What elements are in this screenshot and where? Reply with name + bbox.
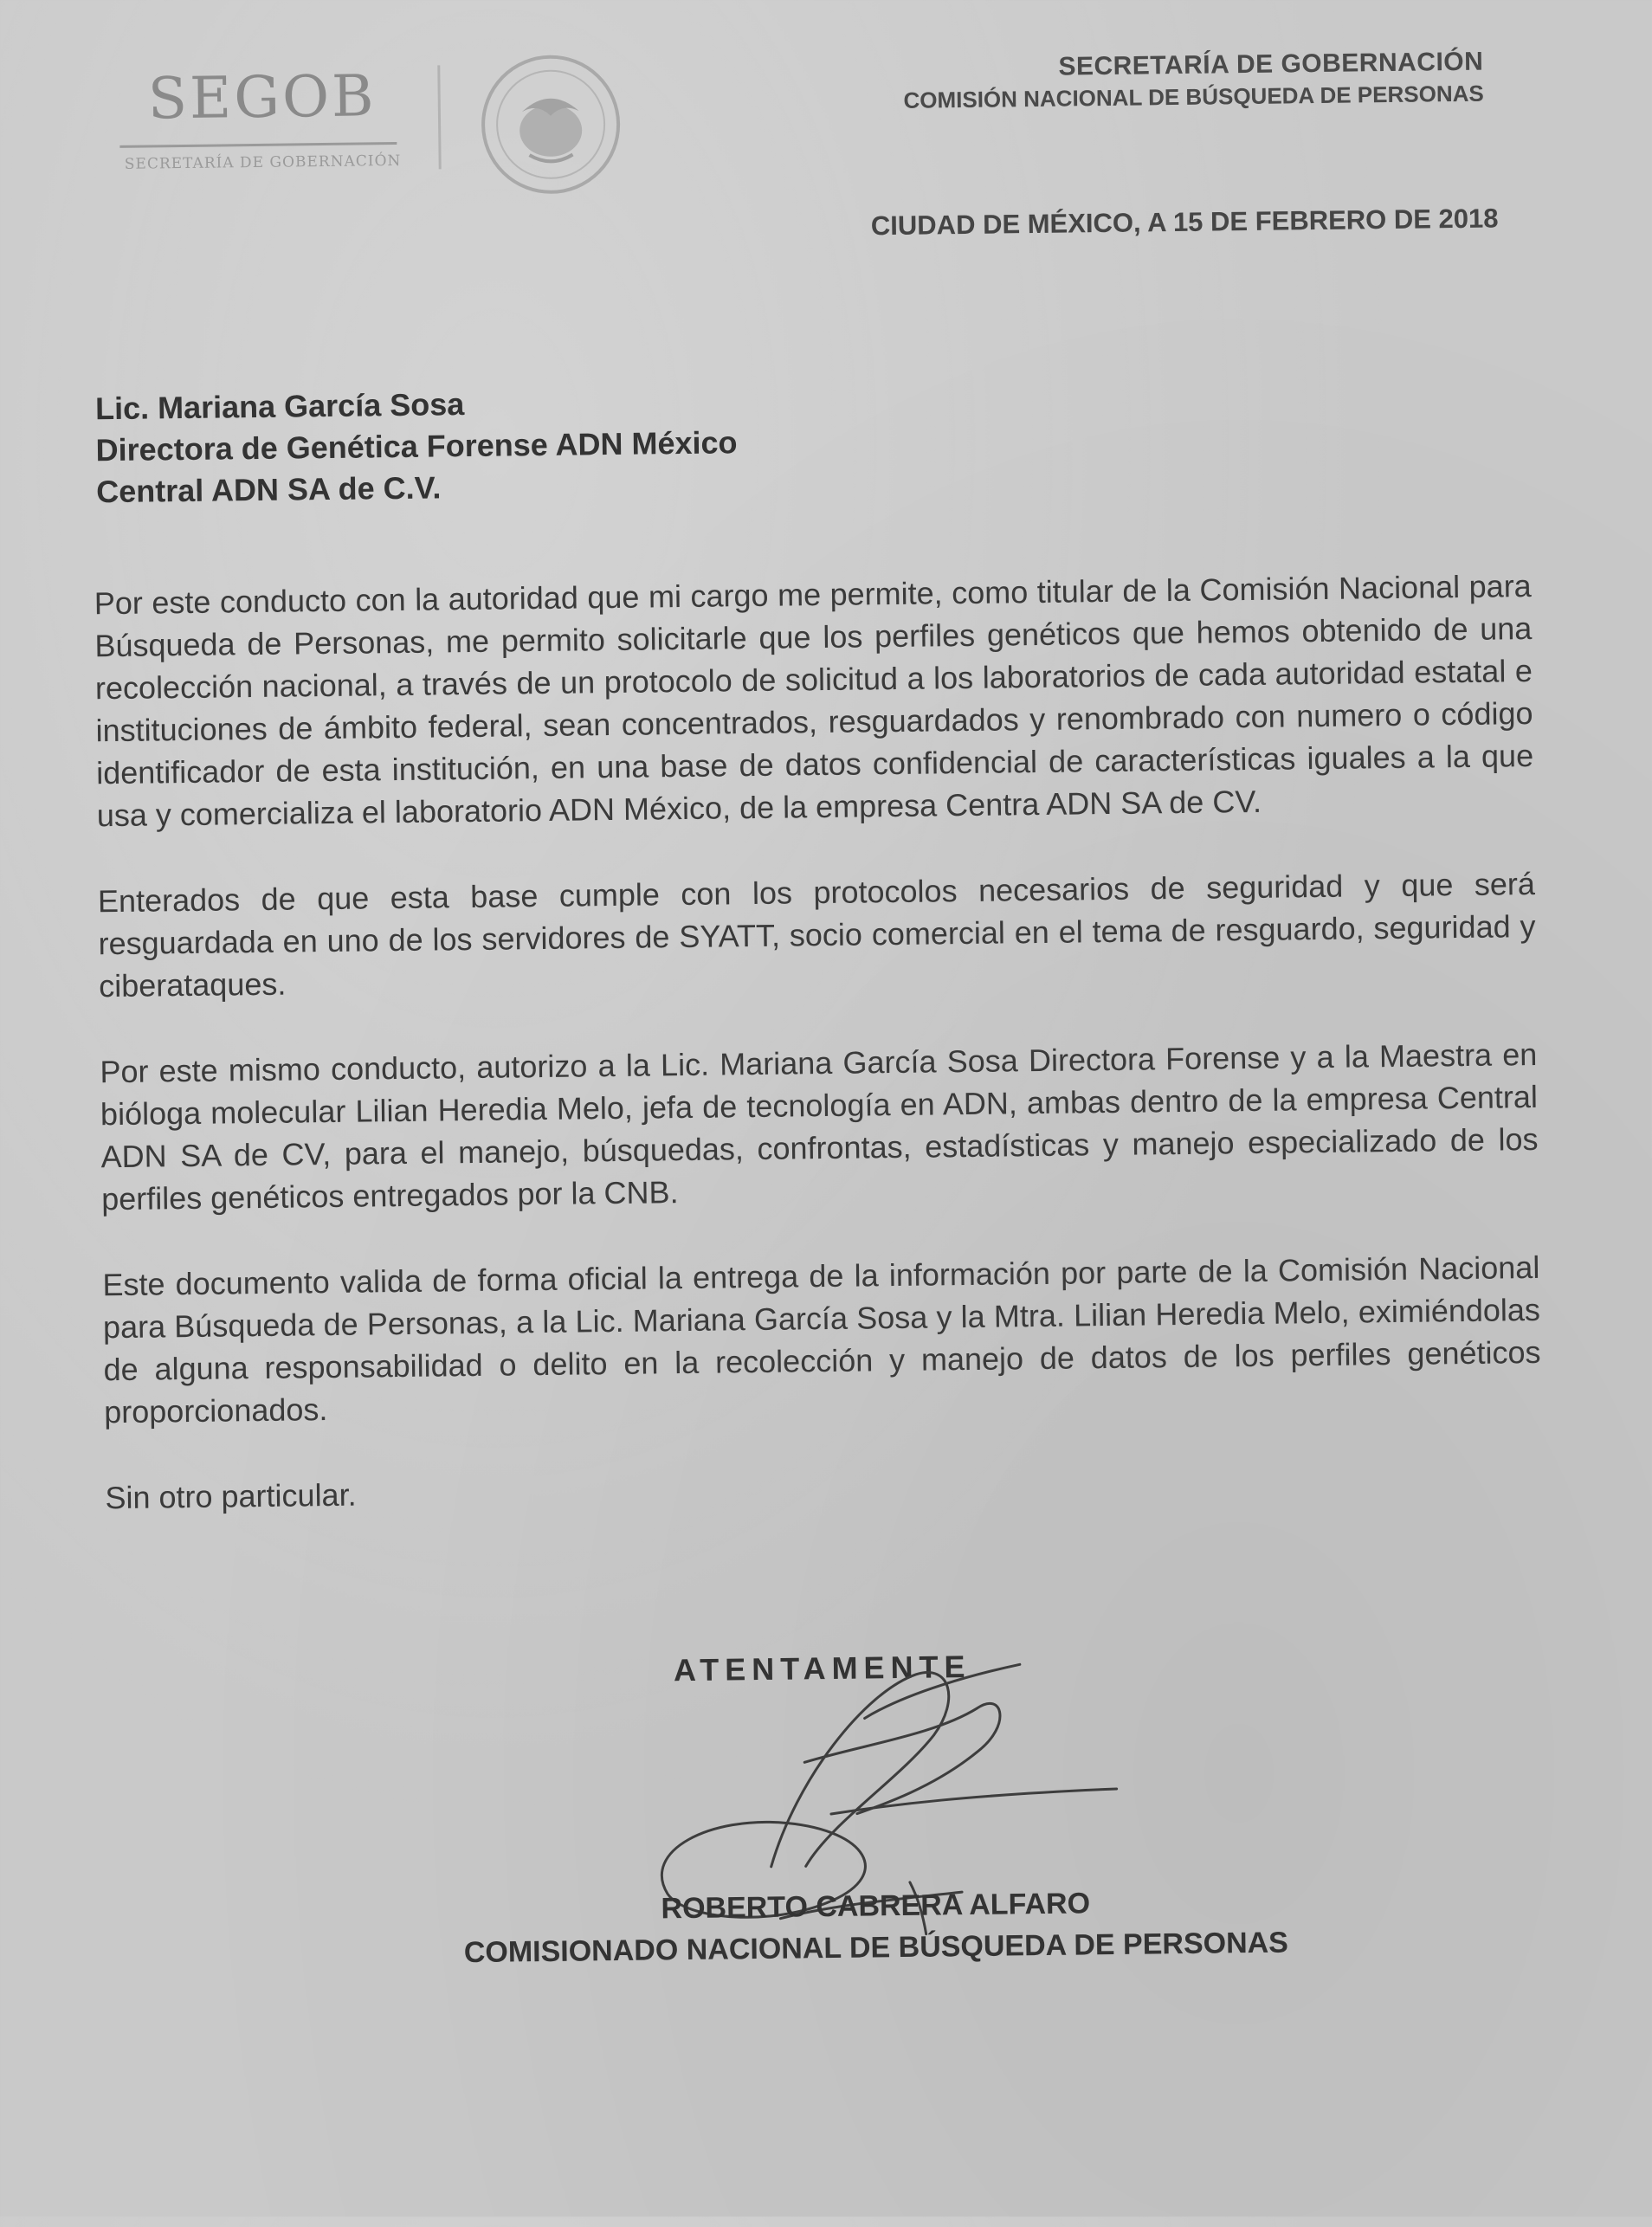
paragraph: Enterados de que esta base cumple con los protocolos necesarios de seguridad y que será resguardada en uno de los servidores de SYATT, socio comercial en el tema de resguardo, seguridad y ciberataques. [97,865,1536,1004]
paragraph: Sin otro particular. [105,1476,357,1516]
logo-wordmark: SEGOB [147,62,378,132]
commission-name: COMISIÓN NACIONAL DE BÚSQUEDA DE PERSONAS [903,80,1484,113]
signer-name: ROBERTO CABRERA ALFARO [661,1887,1091,1926]
agency-name: SECRETARÍA DE GOBERNACIÓN [1058,47,1484,81]
letter-body [94,565,1544,1562]
header-divider [437,65,441,169]
paragraph: Por este conducto con la autoridad que mi cargo me permite, como titular de la Comisión Nacional para Búsqueda de Personas, me permito solicitarle que los perfiles genéticos que hemos obtenido de una recolección nacional, a través de un protocolo de solicitud a los laboratorios de cada autoridad estatal e instituciones de ámbito federal, sean concentrados, resguardados y renombrado con numero o código identificador de esta institución, en una base de datos confidencial de características iguales a la que usa y comercializa el laboratorio ADN México, de la empresa Centra ADN SA de CV. [94,568,1534,834]
date-line: CIUDAD DE MÉXICO, A 15 DE FEBRERO DE 2018 [870,203,1499,242]
recipient-block [95,380,739,513]
recipient-company: Central ADN SA de C.V. [95,469,442,510]
recipient-name: Lic. Mariana García Sosa [94,386,465,427]
signer-block [373,1879,1378,1974]
logo-rule [119,142,397,148]
letterhead [704,48,1484,117]
closing: ATENTAMENTE [673,1649,971,1688]
logo-subtitle: SECRETARÍA DE GOBERNACIÓN [124,152,402,173]
coat-of-arms-icon [468,50,634,199]
recipient-title: Directora de Genética Forense ADN México [95,424,738,468]
paragraph: Este documento valida de forma oficial la entrega de la información por parte de la Comisión Nacional para Búsqueda de Personas, a la Lic. Mariana García Sosa y la Mtra. Lilian Heredia Melo, eximiéndolas de alguna responsabilidad o delito en la recolección y manejo de datos de los perfiles genéticos proporcionados. [102,1249,1541,1430]
signer-position: COMISIONADO NACIONAL DE BÚSQUEDA DE PERSONAS [463,1926,1289,1970]
paragraph: Por este mismo conducto, autorizo a la Lic. Mariana García Sosa Directora Forense y a la Maestra en biólogа molecular Lilian Heredia Melo, jefa de tecnología en ADN, ambas dentro de la empresa Central ADN SA de CV, para el manejo, búsquedas, confrontas, estadísticas y manejo especializado de los perfiles genéticos entregados por la CNB. [100,1036,1539,1217]
segob-logo [110,62,414,173]
